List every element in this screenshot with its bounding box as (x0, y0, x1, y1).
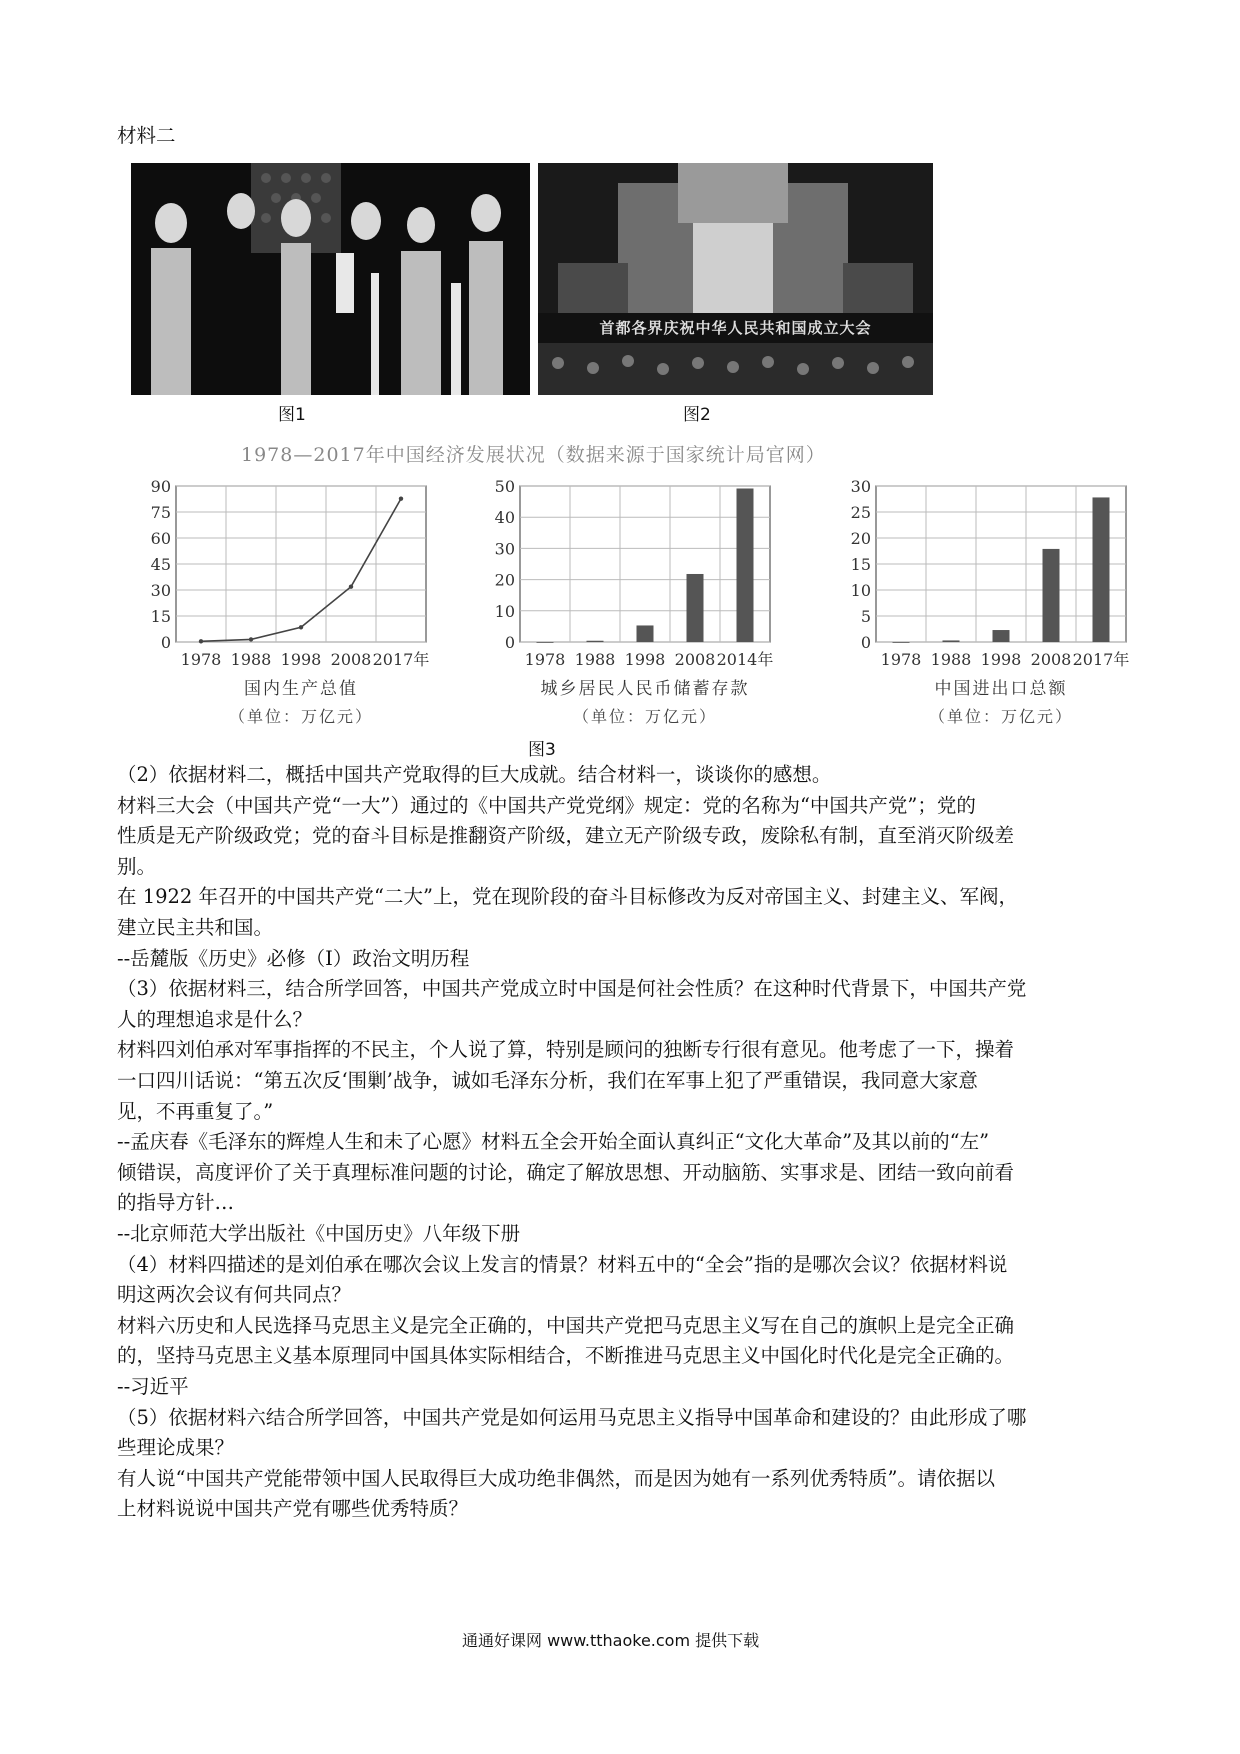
x-tick-label: 1988 (930, 650, 972, 669)
figure-3-caption: 图3 (528, 740, 556, 760)
text-line: （3）依据材料三，结合所学回答，中国共产党成立时中国是何社会性质？在这种时代背景下，中国共产党 (117, 977, 1027, 1001)
y-tick-label: 20 (850, 529, 871, 548)
text-line: 上材料说说中国共产党有哪些优秀特质？ (117, 1497, 469, 1521)
plot-frame (520, 486, 770, 642)
chart-group-title: 1978—2017年中国经济发展状况（数据来源于国家统计局官网） (241, 444, 826, 466)
y-tick-label: 5 (860, 607, 871, 626)
text-line: --习近平 (117, 1375, 189, 1398)
bar (687, 574, 704, 642)
x-tick-label: 1998 (624, 650, 666, 669)
y-tick-label: 30 (494, 539, 515, 559)
y-tick-label: 0 (504, 633, 515, 652)
y-tick-label: 15 (150, 607, 171, 626)
x-tick-label: 2017年 (1072, 650, 1130, 669)
text-line: 性质是无产阶级政党；党的奋斗目标是推翻资产阶级，建立无产阶级专政，废除私有制，直至消灭阶级差 (117, 824, 1015, 848)
bar (893, 642, 910, 643)
text-line: --岳麓版《历史》必修（I）政治文明历程 (117, 946, 470, 970)
material-two-heading: 材料二 (117, 124, 176, 147)
x-axis-label: 中国进出口总额 (934, 679, 1068, 699)
text-line: 见，不再重复了。” (117, 1099, 274, 1123)
text-line: 在 1922 年召开的中国共产党“二大”上，党在现阶段的奋斗目标修改为反对帝国主义、封建主义、军阀， (117, 885, 1018, 909)
x-tick-label: 2008 (330, 650, 372, 669)
text-line: 别。 (117, 854, 157, 878)
bar (637, 625, 654, 642)
x-tick-label: 1978 (180, 650, 222, 669)
data-point (349, 585, 353, 589)
y-tick-label: 15 (850, 555, 871, 574)
x-axis-label: 国内生产总值 (244, 679, 358, 699)
y-tick-label: 0 (160, 633, 171, 652)
y-tick-label: 45 (150, 555, 171, 574)
bar (993, 630, 1010, 642)
y-tick-label: 30 (150, 581, 171, 600)
chart-gdp (151, 477, 430, 726)
data-point (299, 625, 303, 629)
unit-label: （单位：万亿元） (228, 707, 374, 726)
figure-2-banner: 首都各界庆祝中华人民共和国成立大会 (599, 319, 872, 337)
text-line: 一口四川话说：“第五次反‘围剿’战争，诚如毛泽东分析，我们在军事上犯了严重错误，我同意大家意 (117, 1069, 978, 1092)
text-line: 些理论成果？ (117, 1436, 235, 1460)
figure-2-caption: 图2 (683, 405, 711, 425)
text-line: 的，坚持马克思主义基本原理同中国具体实际相结合，不断推进马克思主义中国化时代化是完全正确的。 (117, 1344, 1015, 1368)
x-tick-label: 2014年 (716, 650, 774, 669)
text-line: 有人说“中国共产党能带领中国人民取得巨大成功绝非偶然，而是因为她有一系列优秀特质”。请依据以 (117, 1466, 995, 1490)
text-line: --孟庆春《毛泽东的辉煌人生和未了心愿》材料五全会开始全面认真纠正“文化大革命”及其以前的“左” (117, 1130, 990, 1154)
y-tick-label: 40 (494, 508, 515, 528)
text-line: 倾错误，高度评价了关于真理标准问题的讨论，确定了解放思想、开动脑筋、实事求是、团结一致向前看 (117, 1160, 1015, 1184)
x-tick-label: 1978 (880, 650, 922, 669)
footer-download-note: 通通好课网 www.tthaoke.com 提供下载 (462, 1631, 760, 1650)
text-line: （4）材料四描述的是刘伯承在哪次会议上发言的情景？材料五中的“全会”指的是哪次会议？依据材料说 (117, 1252, 1008, 1276)
text-line: 材料四刘伯承对军事指挥的不民主，个人说了算，特别是顾问的独断专行很有意见。他考虑了一下，操着 (117, 1038, 1015, 1062)
x-axis-label: 城乡居民人民币储蓄存款 (540, 679, 750, 699)
y-tick-label: 10 (494, 601, 515, 621)
x-tick-label: 1978 (524, 650, 566, 669)
x-tick-label: 1988 (230, 650, 272, 669)
x-tick-label: 2017年 (372, 650, 430, 669)
unit-label: （单位：万亿元） (572, 707, 718, 726)
economic-charts (140, 474, 1150, 764)
y-tick-label: 0 (860, 633, 871, 652)
data-point (249, 637, 253, 641)
text-line: 的指导方针… (117, 1191, 235, 1215)
x-tick-label: 1998 (980, 650, 1022, 669)
y-tick-label: 25 (850, 503, 871, 522)
bar (537, 642, 554, 643)
y-tick-label: 50 (494, 477, 515, 496)
bar (1043, 549, 1060, 642)
data-point (199, 639, 203, 643)
text-line: --北京师范大学出版社《中国历史》八年级下册 (117, 1222, 521, 1245)
y-tick-label: 10 (850, 581, 871, 600)
y-tick-label: 60 (150, 529, 171, 548)
bar (1093, 497, 1110, 642)
text-line: 人的理想追求是什么？ (117, 1007, 313, 1031)
gdp-line (201, 499, 401, 642)
unit-label: （单位：万亿元） (928, 707, 1074, 726)
chart-trade (851, 477, 1130, 726)
bar (587, 641, 604, 642)
x-tick-label: 1988 (574, 650, 616, 669)
text-line: 材料三大会（中国共产党“一大”）通过的《中国共产党党纲》规定：党的名称为“中国共产党”；党的 (117, 793, 976, 817)
figure-2-photo (538, 163, 933, 395)
x-tick-label: 2008 (674, 650, 716, 669)
data-point (399, 496, 403, 500)
figure-1-caption: 图1 (278, 405, 306, 425)
y-tick-label: 90 (150, 477, 171, 496)
bar (943, 640, 960, 642)
text-line: 材料六历史和人民选择马克思主义是完全正确的，中国共产党把马克思主义写在自己的旗帜上是完全正确 (117, 1313, 1015, 1337)
text-line: （2）依据材料二，概括中国共产党取得的巨大成就。结合材料一，谈谈你的感想。 (117, 763, 832, 786)
bar (737, 488, 754, 642)
y-tick-label: 20 (494, 570, 515, 590)
chart-savings (495, 477, 774, 726)
text-line: （5）依据材料六结合所学回答，中国共产党是如何运用马克思主义指导中国革命和建设的？由此形成了哪 (117, 1405, 1027, 1429)
y-tick-label: 30 (850, 477, 871, 496)
figure-1-photo (131, 163, 530, 395)
text-line: 明这两次会议有何共同点？ (117, 1283, 352, 1307)
x-tick-label: 2008 (1030, 650, 1072, 669)
x-tick-label: 1998 (280, 650, 322, 669)
text-line: 建立民主共和国。 (117, 916, 274, 939)
y-tick-label: 75 (150, 503, 171, 522)
